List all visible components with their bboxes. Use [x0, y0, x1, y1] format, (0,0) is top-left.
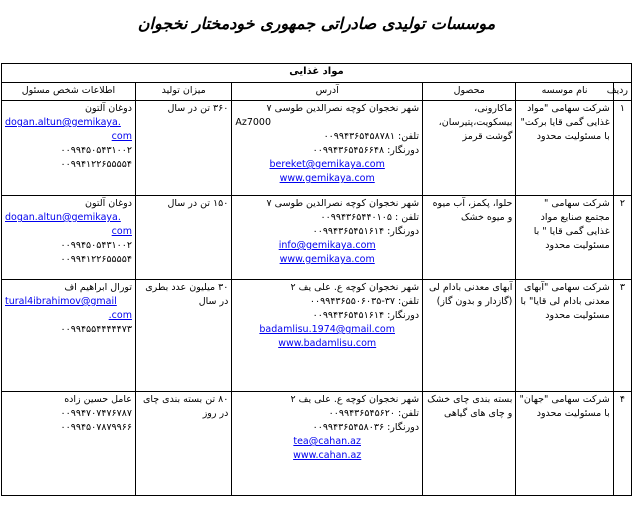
address-line: Az7000 [235, 117, 271, 128]
product: حلوا، پکمز، آب میوه و میوه خشک [423, 196, 516, 280]
address-line: شهر نخجوان کوچه ع. علی یف ۲ [290, 394, 420, 405]
company-name: شرکت سهامی "آبهای معدنی بادام لی قایا" با مسئولیت محدود [516, 280, 613, 392]
fax-text: دورنگار: ۰۰۹۹۴۳۶۵۴۵۱۶۱۴ [312, 310, 420, 321]
contact-email-link[interactable]: com [111, 131, 132, 142]
email-link[interactable]: tea@cahan.az [293, 436, 361, 447]
address-cell [232, 392, 423, 496]
contact-name: دوغان آلتون [85, 103, 132, 114]
phone-text: تلفن: ۳۷-۰۰۹۹۴۳۶۵۵۰۶۰۳۵ [309, 296, 420, 307]
email-link[interactable]: info@gemikaya.com [278, 240, 376, 251]
address-line: شهر نخجوان کوچه نصرالدین طوسی ۷ [266, 198, 420, 209]
companies-table [1, 63, 632, 496]
address-cell [232, 196, 423, 280]
contact-name: عامل حسین زاده [64, 394, 132, 405]
header-address: آدرس [232, 83, 423, 101]
production-amount: ۳۶۰ تن در سال [135, 101, 231, 196]
row-number: ۴ [613, 392, 631, 496]
contact-phone: ۰۰۹۹۴۵۰۷۸۷۹۹۶۶ [60, 422, 132, 433]
fax-text: دورنگار: ۰۰۹۹۴۳۶۵۴۵۶۶۴۸ [312, 145, 420, 156]
header-num: ردیف [613, 83, 631, 101]
email-link[interactable]: badamlisu.1974@gmail.com [259, 324, 395, 335]
contact-phone: ۰۰۹۹۴۷۰۷۴۷۶۷۸۷ [60, 408, 132, 419]
product: آبهای معدنی بادام لی (گازدار و بدون گاز) [423, 280, 516, 392]
page-title: موسسات تولیدی صادراتی جمهوری خودمختار نخجوان [137, 14, 496, 33]
fax-text: دورنگار: ۰۰۹۹۴۳۶۵۴۵۸۰۳۶ [312, 422, 420, 433]
address-cell [232, 280, 423, 392]
row-number: ۳ [613, 280, 631, 392]
table-row [2, 101, 632, 196]
address-cell [232, 101, 423, 196]
contact-email-link[interactable]: com [111, 226, 132, 237]
row-number: ۲ [613, 196, 631, 280]
address-line: شهر نخجوان کوچه نصرالدین طوسی ۷ [266, 103, 420, 114]
fax-text: دورنگار: ۰۰۹۹۴۳۶۵۴۵۱۶۱۴ [312, 226, 420, 237]
phone-text: تلفن: ۰۰۹۹۴۳۶۵۴۵۶۲۰ [328, 408, 420, 419]
table-row [2, 280, 632, 392]
company-name: شرکت سهامی "مواد غذایی گمی قایا برکت" با مسئولیت محدود [516, 101, 613, 196]
contact-name: دوغان آلتون [85, 198, 132, 209]
contact-phone: ۰۰۹۹۴۱۲۲۶۵۵۵۵۴ [60, 254, 132, 265]
production-amount: ۸۰ تن بسته بندی چای در روز [135, 392, 231, 496]
header-amount: میزان تولید [135, 83, 231, 101]
table-body [2, 101, 632, 496]
contact-phone: ۰۰۹۹۴۵۵۴۴۴۴۴۷۳ [60, 324, 132, 335]
header-product: محصول [423, 83, 516, 101]
product: بسته بندی چای خشک و چای های گیاهی [423, 392, 516, 496]
header-contact: اطلاعات شخص مسئول [2, 83, 136, 101]
contact-email-link[interactable]: .com [108, 310, 132, 321]
company-name: شرکت سهامی " مجتمع صنایع مواد غذایی گمی قایا " با مسئولیت محدود [516, 196, 613, 280]
contact-cell [2, 392, 136, 496]
section-row [2, 64, 632, 83]
table-row [2, 196, 632, 280]
phone-text: تلفن: ۰۰۹۹۴۳۶۵۴۵۸۷۸۱ [323, 131, 420, 142]
production-amount: ۳۰ میلیون عدد بطری در سال [135, 280, 231, 392]
contact-email-link[interactable]: dogan.altun@gemikaya. [5, 117, 121, 128]
row-number: ۱ [613, 101, 631, 196]
contact-email-link[interactable]: tural4ibrahimov@gmail [5, 296, 117, 307]
contact-phone: ۰۰۹۹۴۵۰۵۴۳۱۰۰۲ [60, 145, 132, 156]
production-amount: ۱۵۰ تن در سال [135, 196, 231, 280]
address-line: شهر نخجوان کوچه ع. علی یف ۲ [290, 282, 420, 293]
website-link[interactable]: www.gemikaya.com [279, 254, 375, 265]
contact-cell [2, 101, 136, 196]
website-link[interactable]: www.badamlisu.com [278, 338, 377, 349]
table-row [2, 392, 632, 496]
phone-text: تلفن : ۰۰۹۹۴۳۶۵۴۴۰۱۰۵ [320, 212, 420, 223]
contact-email-link[interactable]: dogan.altun@gemikaya. [5, 212, 121, 223]
contact-cell [2, 196, 136, 280]
contact-cell [2, 280, 136, 392]
header-row [2, 83, 632, 101]
contact-phone: ۰۰۹۹۴۱۲۲۶۵۵۵۵۴ [60, 159, 132, 170]
company-name: شرکت سهامی "جهان" با مسئولیت محدود [516, 392, 613, 496]
website-link[interactable]: www.gemikaya.com [279, 173, 375, 184]
contact-phone: ۰۰۹۹۴۵۰۵۴۳۱۰۰۲ [60, 240, 132, 251]
section-title: مواد غذایی [2, 64, 632, 83]
product: ماکارونی، بیسکویت،پتیرسان، گوشت قرمز [423, 101, 516, 196]
email-link[interactable]: bereket@gemikaya.com [269, 159, 385, 170]
header-name: نام موسسه [516, 83, 613, 101]
contact-name: تورال ابراهیم اف [64, 282, 132, 293]
website-link[interactable]: www.cahan.az [293, 450, 362, 461]
